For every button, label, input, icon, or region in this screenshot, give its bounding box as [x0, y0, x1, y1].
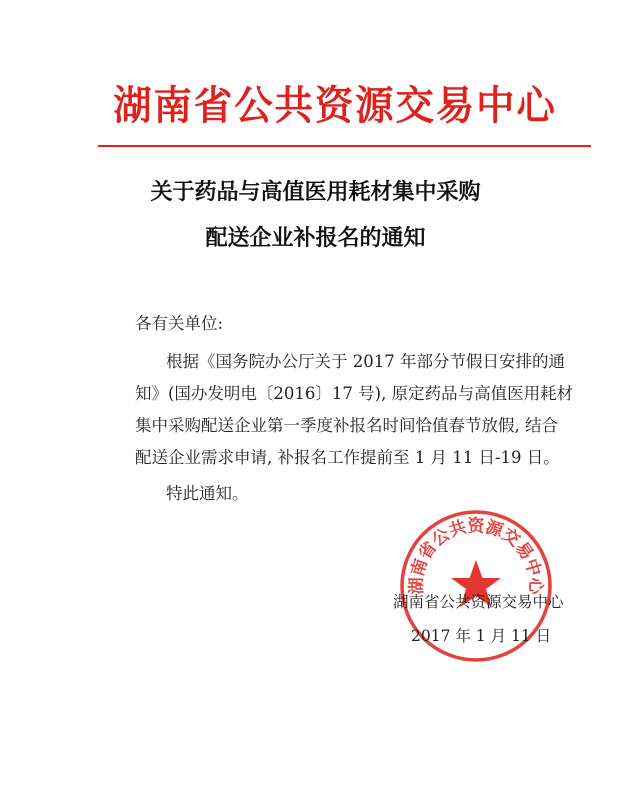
body-line-3: 集中采购配送企业第一季度补报名时间恰值春节放假, 结合: [135, 416, 558, 435]
notice-title-line-2: 配送企业补报名的通知: [205, 226, 426, 251]
body-line-1: 根据《国务院办公厅关于 2017 年部分节假日安排的通: [166, 352, 565, 371]
body-line-2: 知》(国办发明电〔2016〕17 号), 原定药品与高值医用耗材: [135, 384, 574, 403]
signature-org: 湖南省公共资源交易中心: [393, 593, 564, 611]
salutation: 各有关单位:: [135, 314, 224, 333]
notice-title-line-1: 关于药品与高值医用耗材集中采购: [150, 180, 481, 205]
body-line-4: 配送企业需求申请, 补报名工作提前至 1 月 11 日-19 日。: [135, 448, 560, 467]
closing-remark: 特此通知。: [166, 484, 249, 503]
letterhead-divider: [98, 145, 591, 147]
signature-date: 2017 年 1 月 11 日: [411, 627, 552, 645]
seal-text: 湖南省公共资源交易中心: [406, 516, 546, 595]
letterhead-title: 湖南省公共资源交易中心: [113, 83, 557, 129]
